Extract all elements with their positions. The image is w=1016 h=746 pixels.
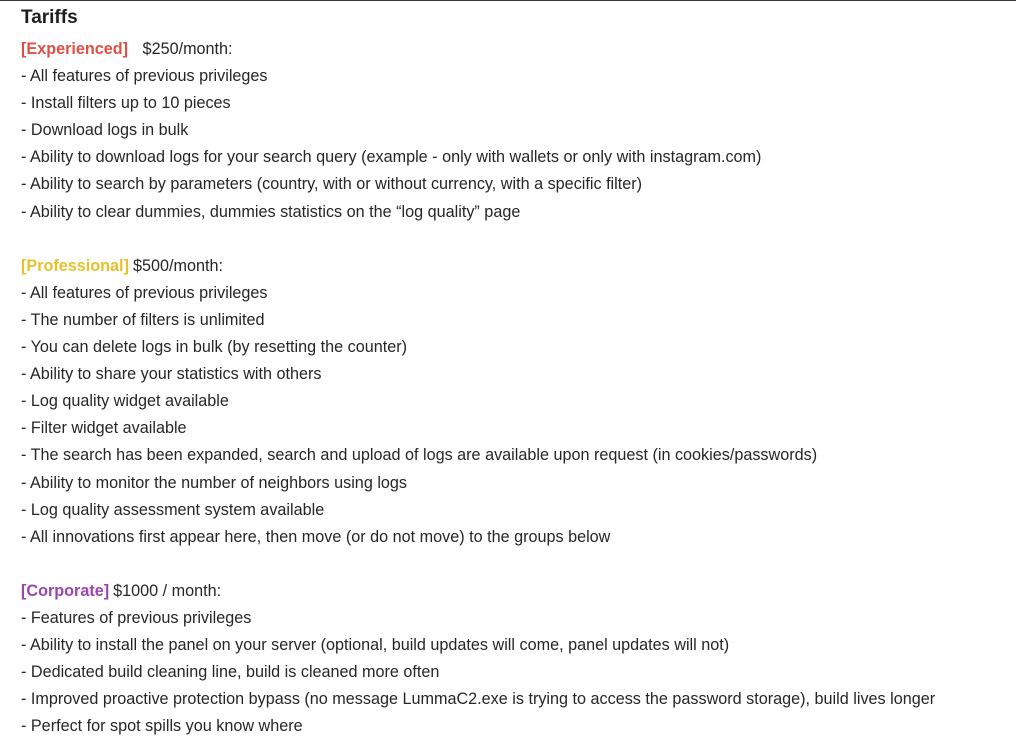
feature-item: - You can delete logs in bulk (by resetting the counter) <box>21 338 408 357</box>
tier-header <box>21 36 1011 63</box>
feature-item: - All features of previous privileges <box>21 283 268 302</box>
tier-list <box>21 36 1011 740</box>
feature-item: - Dedicated build cleaning line, build is cleaned more often <box>21 663 440 682</box>
feature-item: - Log quality assessment system available <box>21 500 325 519</box>
top-border <box>0 0 1016 1</box>
feature-item: - Ability to download logs for your search query (example - only with wallets or only with instagram.com) <box>21 148 762 167</box>
feature-item: - Ability to install the panel on your server (optional, build updates will come, panel updates will not) <box>21 636 730 655</box>
feature-item: - Log quality widget available <box>21 392 229 411</box>
feature-item: - Improved proactive protection bypass (no message LummaC2.exe is trying to access the password storage), build lives longer <box>21 690 936 709</box>
tier-spacer <box>21 551 1011 578</box>
feature-item: - Perfect for spot spills you know where <box>21 717 303 736</box>
feature-item: - The number of filters is unlimited <box>21 310 265 329</box>
tier-section <box>21 253 1011 551</box>
feature-item: - Install filters up to 10 pieces <box>21 94 231 113</box>
tier-name: [Corporate] <box>21 581 110 600</box>
feature-item: - The search has been expanded, search and upload of logs are available upon request (in cookies/passwords) <box>21 446 818 465</box>
feature-item: - Ability to share your statistics with others <box>21 365 322 384</box>
tier-header <box>21 253 1011 280</box>
page-title: Tariffs <box>21 7 78 28</box>
tier-section <box>21 578 1011 741</box>
feature-item: - Ability to clear dummies, dummies statistics on the “log quality” page <box>21 202 521 221</box>
feature-item: - All innovations first appear here, then move (or do not move) to the groups below <box>21 527 611 546</box>
feature-item: - Ability to search by parameters (country, with or without currency, with a specific filter) <box>21 175 643 194</box>
feature-item: - All features of previous privileges <box>21 67 268 86</box>
tier-price: $250/month: <box>138 40 233 58</box>
tariffs-document <box>21 6 1011 740</box>
tier-price: $500/month: <box>132 256 223 275</box>
feature-item: - Download logs in bulk <box>21 121 189 140</box>
feature-item: - Features of previous privileges <box>21 608 252 627</box>
tier-name: [Experienced] <box>21 40 129 58</box>
feature-item: - Ability to monitor the number of neighbors using logs <box>21 473 408 492</box>
tier-section <box>21 36 1011 226</box>
tier-header <box>21 578 1011 605</box>
feature-item: - Filter widget available <box>21 419 187 438</box>
tier-price: $1000 / month: <box>113 581 222 600</box>
tier-spacer <box>21 226 1011 253</box>
tier-name: [Professional] <box>21 256 129 275</box>
